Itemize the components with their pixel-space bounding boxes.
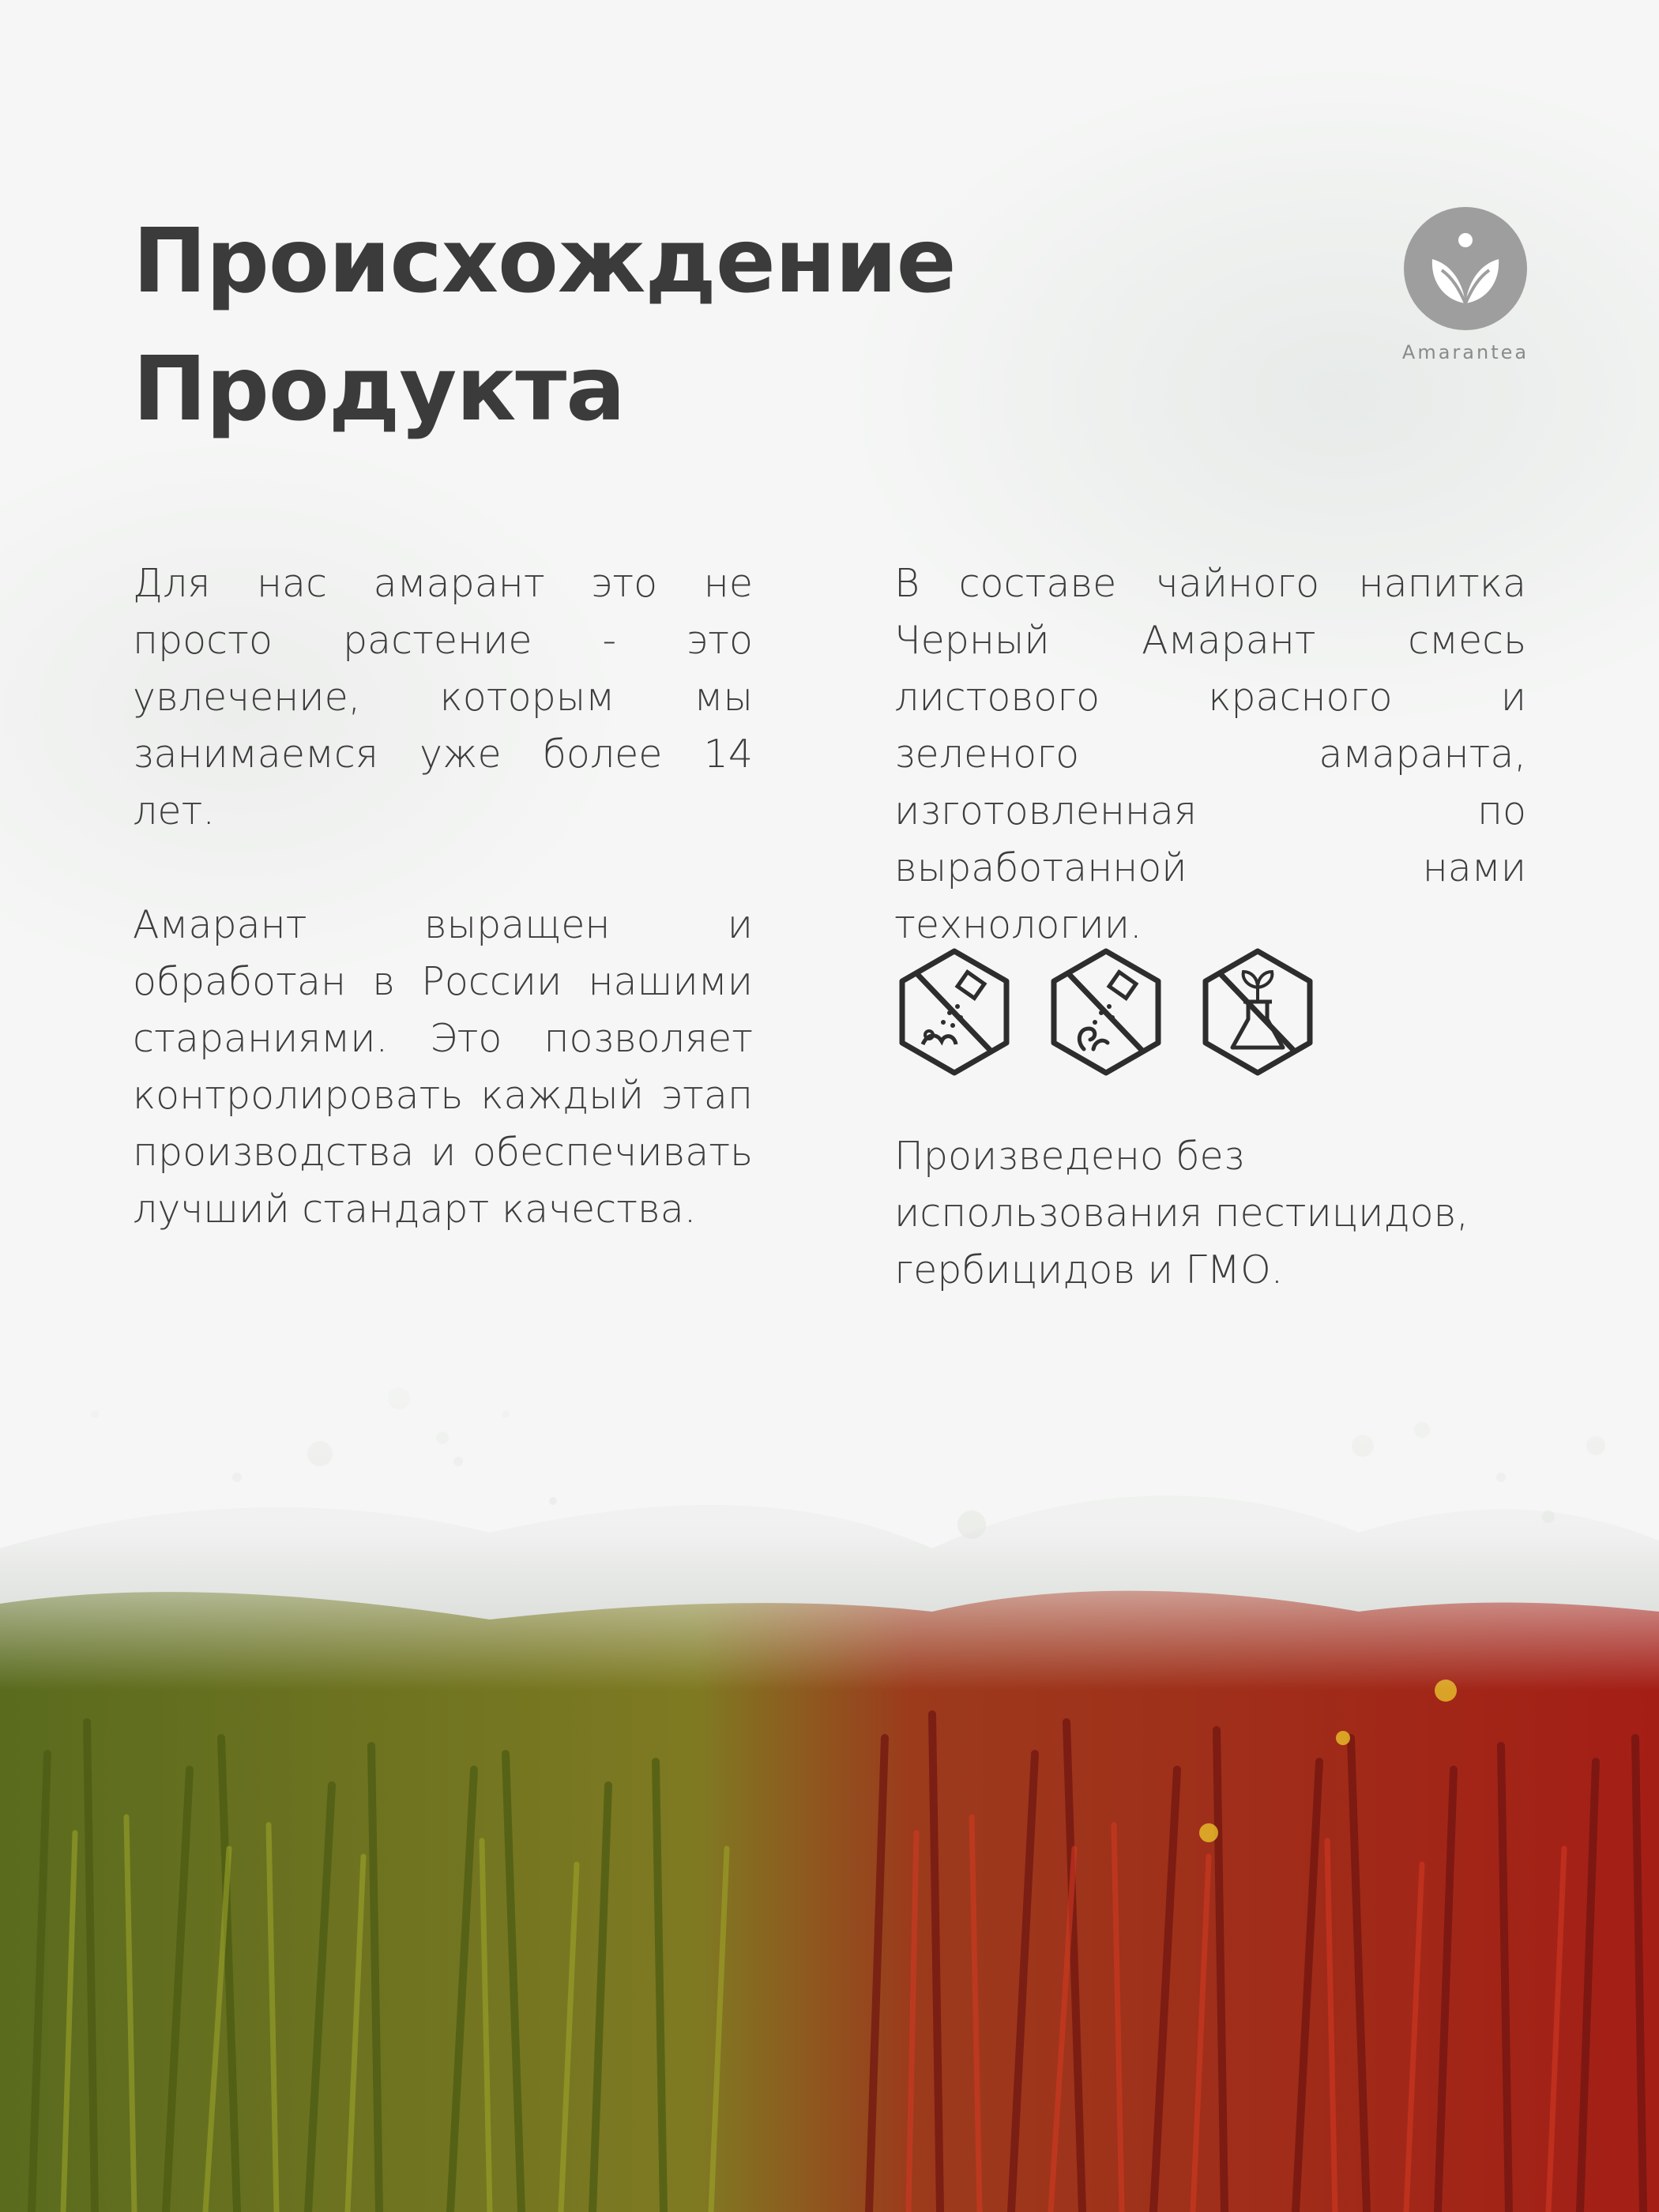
left-column bbox=[133, 555, 753, 1238]
intro-paragraph: Для нас амарант это не просто растение - это увлечение, которым мы занимаемся уже более 14 лет. bbox=[133, 561, 753, 833]
page-title-line-1: Происхождение bbox=[133, 210, 956, 313]
quality-badges bbox=[894, 946, 1337, 1078]
page-title bbox=[133, 198, 956, 453]
no-pesticides-icon bbox=[894, 946, 1014, 1078]
no-chemicals-paragraph: Произведено без использования пестицидов, гербицидов и ГМО. bbox=[894, 1134, 1469, 1292]
composition-paragraph: В составе чайного напитка Черный Амарант смесь листового красного и зеленого амаранта, изготовленная по выработанной нами технологии. bbox=[894, 561, 1526, 947]
amarantea-leaf-drop-icon bbox=[1404, 207, 1527, 330]
amaranth-field-illustration bbox=[0, 1343, 1659, 2212]
brand-logo bbox=[1398, 207, 1533, 363]
right-column bbox=[894, 555, 1526, 1292]
brand-name: Amarantea bbox=[1401, 341, 1529, 363]
production-paragraph: Амарант выращен и обработан в России нашими стараниями. Это позволяет контролировать каждый этап производства и обеспечивать лучший стандарт качества. bbox=[133, 902, 753, 1232]
no-gmo-icon bbox=[1198, 946, 1318, 1078]
no-herbicides-icon bbox=[1046, 946, 1166, 1078]
page-title-line-2: Продукта bbox=[133, 338, 625, 441]
